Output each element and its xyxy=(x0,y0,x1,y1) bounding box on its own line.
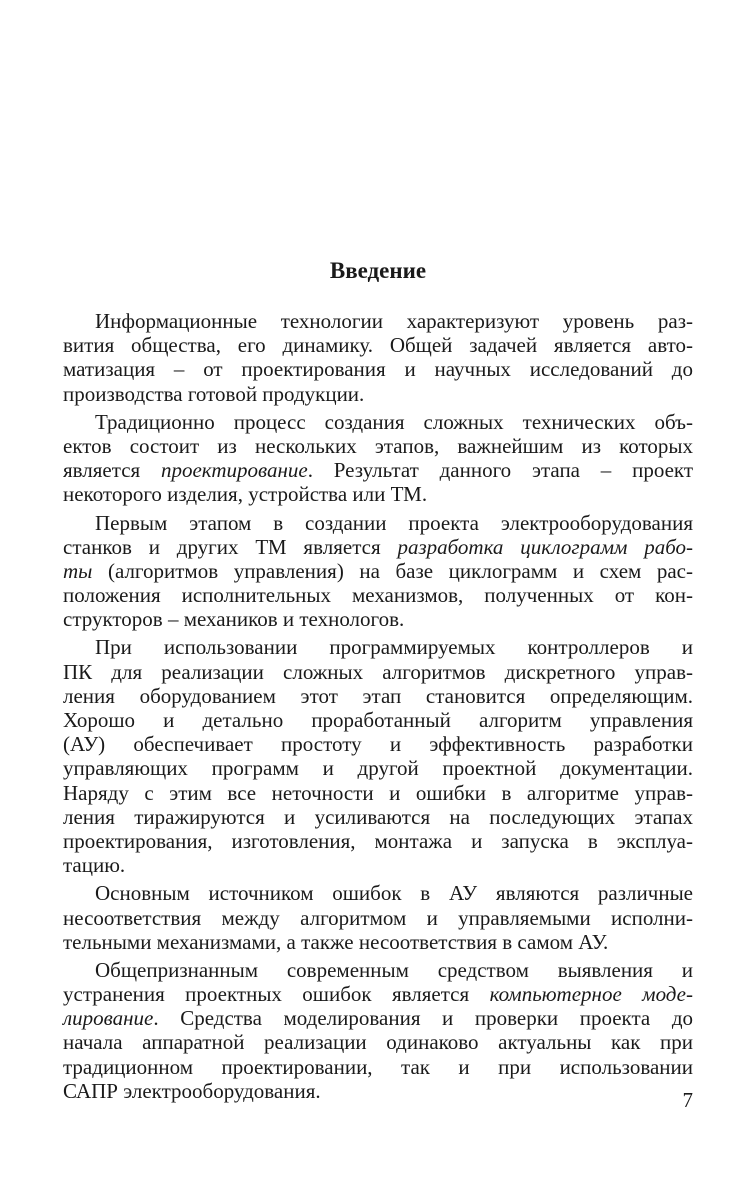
italic-term: проектирование xyxy=(160,458,308,483)
paragraph xyxy=(63,635,693,877)
text-line xyxy=(63,357,693,381)
text-span: является xyxy=(63,458,161,483)
text-line xyxy=(63,382,693,406)
text-line xyxy=(63,684,693,708)
text-span: матизация – от проектирования и научных исследований до xyxy=(63,357,693,382)
text-span: Информационные технологии характеризуют уровень раз- xyxy=(95,309,693,333)
text-span: управляющих программ и другой проектной документации. xyxy=(63,756,693,781)
text-span: ПК для реализации сложных алгоритмов дискретного управ- xyxy=(63,659,693,684)
text-line xyxy=(63,583,693,607)
text-span: Первым этапом в создании проекта электрооборудования xyxy=(95,510,693,535)
text-span: станков и других ТМ является xyxy=(63,534,398,559)
text-line xyxy=(63,1055,693,1079)
text-span: При использовании программируемых контроллеров и xyxy=(95,635,693,660)
text-line xyxy=(63,607,693,631)
text-span: Хорошо и детально проработанный алгоритм управления xyxy=(63,708,693,732)
text-span: начала аппаратной реализации одинаково актуальны как при xyxy=(63,1030,693,1055)
text-span: традиционном проектировании, так и при использовании xyxy=(63,1054,693,1079)
text-line xyxy=(63,309,693,333)
paragraph xyxy=(63,511,693,632)
text-line xyxy=(63,982,693,1006)
text-line xyxy=(63,1079,693,1103)
text-span: производства готовой продукции. xyxy=(63,381,365,406)
text-line xyxy=(63,482,693,506)
text-line xyxy=(63,708,693,732)
text-span: ления оборудованием этот этап становится определяющим. xyxy=(63,683,693,708)
text-line xyxy=(63,635,693,659)
text-line xyxy=(63,458,693,482)
text-span: тельными механизмами, а также несоответствия в самом АУ. xyxy=(63,929,609,954)
italic-term: ты xyxy=(63,558,93,583)
text-span: структоров – механиков и технологов. xyxy=(63,607,405,632)
paragraph xyxy=(63,958,693,1103)
text-line xyxy=(63,559,693,583)
text-span: вития общества, его динамику. Общей задачей является авто- xyxy=(63,333,693,358)
paragraph xyxy=(63,881,693,954)
text-span: некоторого изделия, устройства или ТМ. xyxy=(63,482,428,507)
paragraph xyxy=(63,309,693,406)
italic-term: лирование xyxy=(63,1006,154,1031)
text-span: положения исполнительных механизмов, полученных от кон- xyxy=(63,583,693,608)
text-span: (АУ) обеспечивает простоту и эффективность разработки xyxy=(63,732,693,757)
text-line xyxy=(63,1006,693,1030)
text-line xyxy=(63,781,693,805)
text-line xyxy=(63,756,693,780)
text-line xyxy=(63,434,693,458)
text-span: (алгоритмов управления) на базе циклограмм и схем рас- xyxy=(92,558,693,583)
text-line xyxy=(63,410,693,434)
text-line xyxy=(63,535,693,559)
text-line xyxy=(63,805,693,829)
paragraph xyxy=(63,410,693,507)
text-span: ектов состоит из нескольких этапов, важнейшим из которых xyxy=(63,433,693,458)
text-span: САПР электрооборудования. xyxy=(63,1078,321,1103)
text-span: устранения проектных ошибок является xyxy=(63,982,490,1007)
text-span: . Средства моделирования и проверки проекта до xyxy=(153,1006,693,1031)
text-line xyxy=(63,511,693,535)
text-span: Основным источником ошибок в АУ являются различные xyxy=(95,881,693,906)
text-line xyxy=(63,732,693,756)
text-span: тацию. xyxy=(63,853,126,878)
text-span: Наряду с этим все неточности и ошибки в алгоритме управ- xyxy=(63,780,693,805)
text-line xyxy=(63,881,693,905)
text-line xyxy=(63,660,693,684)
text-line xyxy=(63,906,693,930)
italic-term: компьютерное моде- xyxy=(489,982,693,1007)
text-line xyxy=(63,930,693,954)
page-title: Введение xyxy=(329,258,427,283)
text-span: Традиционно процесс создания сложных технических объ- xyxy=(95,409,693,434)
text-line xyxy=(63,829,693,853)
italic-term: разработка циклограмм рабо- xyxy=(397,534,694,559)
text-line xyxy=(63,958,693,982)
text-line xyxy=(63,333,693,357)
text-line xyxy=(63,1030,693,1054)
page-number: 7 xyxy=(682,1088,693,1112)
text-span: проектирования, изготовления, монтажа и запуска в эксплуа- xyxy=(63,828,693,853)
text-span: . Результат данного этапа – проект xyxy=(307,458,693,483)
text-line xyxy=(63,853,693,877)
text-span: ления тиражируются и усиливаются на последующих этапах xyxy=(63,804,693,829)
body-text xyxy=(63,309,693,1103)
text-span: Общепризнанным современным средством выявления и xyxy=(95,957,693,982)
text-span: несоответствия между алгоритмом и управляемыми исполни- xyxy=(63,905,693,930)
